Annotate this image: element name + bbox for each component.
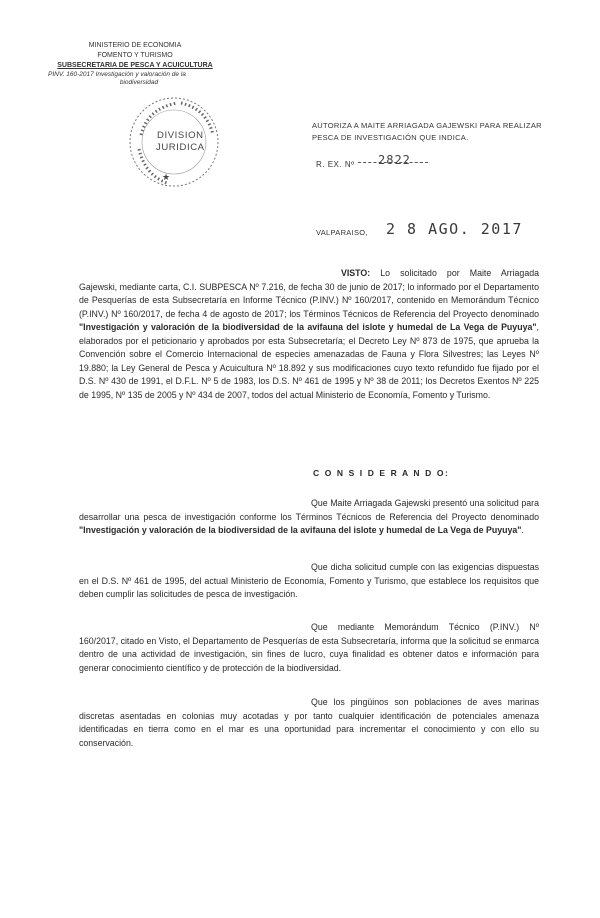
considerando-3-text: Que mediante Memorándum Técnico (P.INV.) Nº 160/2017, citado en Visto, el Departamento de Pesquerías de esta Subsecretaría, informa que la solicitud se enmarca dentro de una actividad de investigación, sin fines de lucro, cuya finalidad es obtener datos e información para generar conocimiento científico y de protección de la biodiversidad. [79, 622, 539, 673]
ministry-header [40, 41, 230, 87]
seal-label-line1: DIVISION [157, 130, 204, 141]
date-block [316, 220, 523, 238]
considerando-paragraph-3 [79, 621, 539, 675]
visto-paragraph [79, 267, 539, 402]
considerando-paragraph-1 [79, 497, 539, 538]
seal-label-line2: JURIDICA [156, 142, 205, 153]
ministry-subtitle: FOMENTO Y TURISMO [97, 52, 173, 59]
ministry-name: MINISTERIO DE ECONOMIA [88, 42, 182, 49]
resolution-number: 2822 [378, 153, 411, 167]
considerando-1-text-c: . [521, 525, 524, 535]
considerando-2-text: Que dicha solicitud cumple con las exigencias dispuestas en el D.S. Nº 461 de 1995, del actual Ministerio de Economía, Fomento y Turismo, que establece los requisitos que deben cumplir las solicitudes de pesca de investigación. [79, 562, 539, 599]
visto-label: VISTO: [341, 268, 371, 278]
visto-text-1: Lo solicitado por Maite Arriagada Gajewski, mediante carta, C.I. SUBPESCA Nº 7.216, de fecha 30 de junio de 2017; lo informado por el Departamento de Pesquerías de esta Subsecretaría en Informe Técnico (P.INV.) Nº 160/2017, contenido en Memorándum Técnico (P.INV.) Nº 160/2017, de fecha 4 de agosto de 2017; los Términos Técnicos de Referencia del Proyecto denominado [79, 268, 539, 319]
date-city: VALPARAISO, [316, 228, 368, 237]
considerando-heading: C O N S I D E R A N D O: [313, 468, 450, 478]
considerando-4-text: Que los pingüinos son poblaciones de aves marinas discretas asentadas en colonias muy acotadas y por tanto cualquier identificación de potenciales amenaza identificadas en tierra como en el mar es una oportunidad para incrementar el conocimiento y con ello su conservación. [79, 697, 539, 748]
resolution-number-block [316, 153, 411, 169]
subsecretaria-name: SUBSECRETARIA DE PESCA Y ACUICULTURA [57, 62, 213, 69]
seal-star-icon: ★ [162, 172, 171, 182]
considerando-paragraph-4 [79, 696, 539, 750]
file-reference-line2: biodiversidad [119, 79, 159, 86]
date-stamp: 2 8 AGO. 2017 [386, 220, 523, 238]
seal-label [156, 130, 205, 154]
resolution-subject: AUTORIZA A MAITE ARRIAGADA GAJEWSKI PARA REALIZAR PESCA DE INVESTIGACIÓN QUE INDICA. [312, 121, 542, 142]
file-reference-line1: PINV. 160-2017 Investigación y valoración de la [48, 71, 186, 78]
visto-project-name: "Investigación y valoración de la biodiversidad de la avifauna del islote y humedal de La Vega de Puyuya" [79, 322, 537, 332]
considerando-1-text-a: Que Maite Arriagada Gajewski presentó una solicitud para desarrollar una pesca de investigación conforme los Términos Técnicos de Referencia del Proyecto denominado [79, 498, 539, 522]
considerando-paragraph-2 [79, 561, 539, 602]
resolution-label: R. EX. Nº [316, 160, 355, 169]
visto-text-2: , elaborados por el peticionario y aprobados por esta Subsecretaría; el Decreto Ley Nº 873 de 1975, que aprueba la Convención sobre el Comercio Internacional de especies amenazadas de Fauna y Flora Silvestres; las Leyes Nº 19.880; la Ley General de Pesca y Acuicultura Nº 18.892 y sus modificaciones cuyo texto refundido fue fijado por el D.S. Nº 430 de 1991, el D.F.L. Nº 5 de 1983, los D.S. Nº 461 de 1995 y Nº 38 de 2011; los Decretos Exentos Nº 225 de 1995, Nº 135 de 2005 y Nº 434 de 2007, todos del actual Ministerio de Economía, Fomento y Turismo. [79, 322, 539, 400]
considerando-1-project-name: "Investigación y valoración de la biodiversidad de la avifauna del islote y humedal de La Vega de Puyuya" [79, 525, 522, 535]
